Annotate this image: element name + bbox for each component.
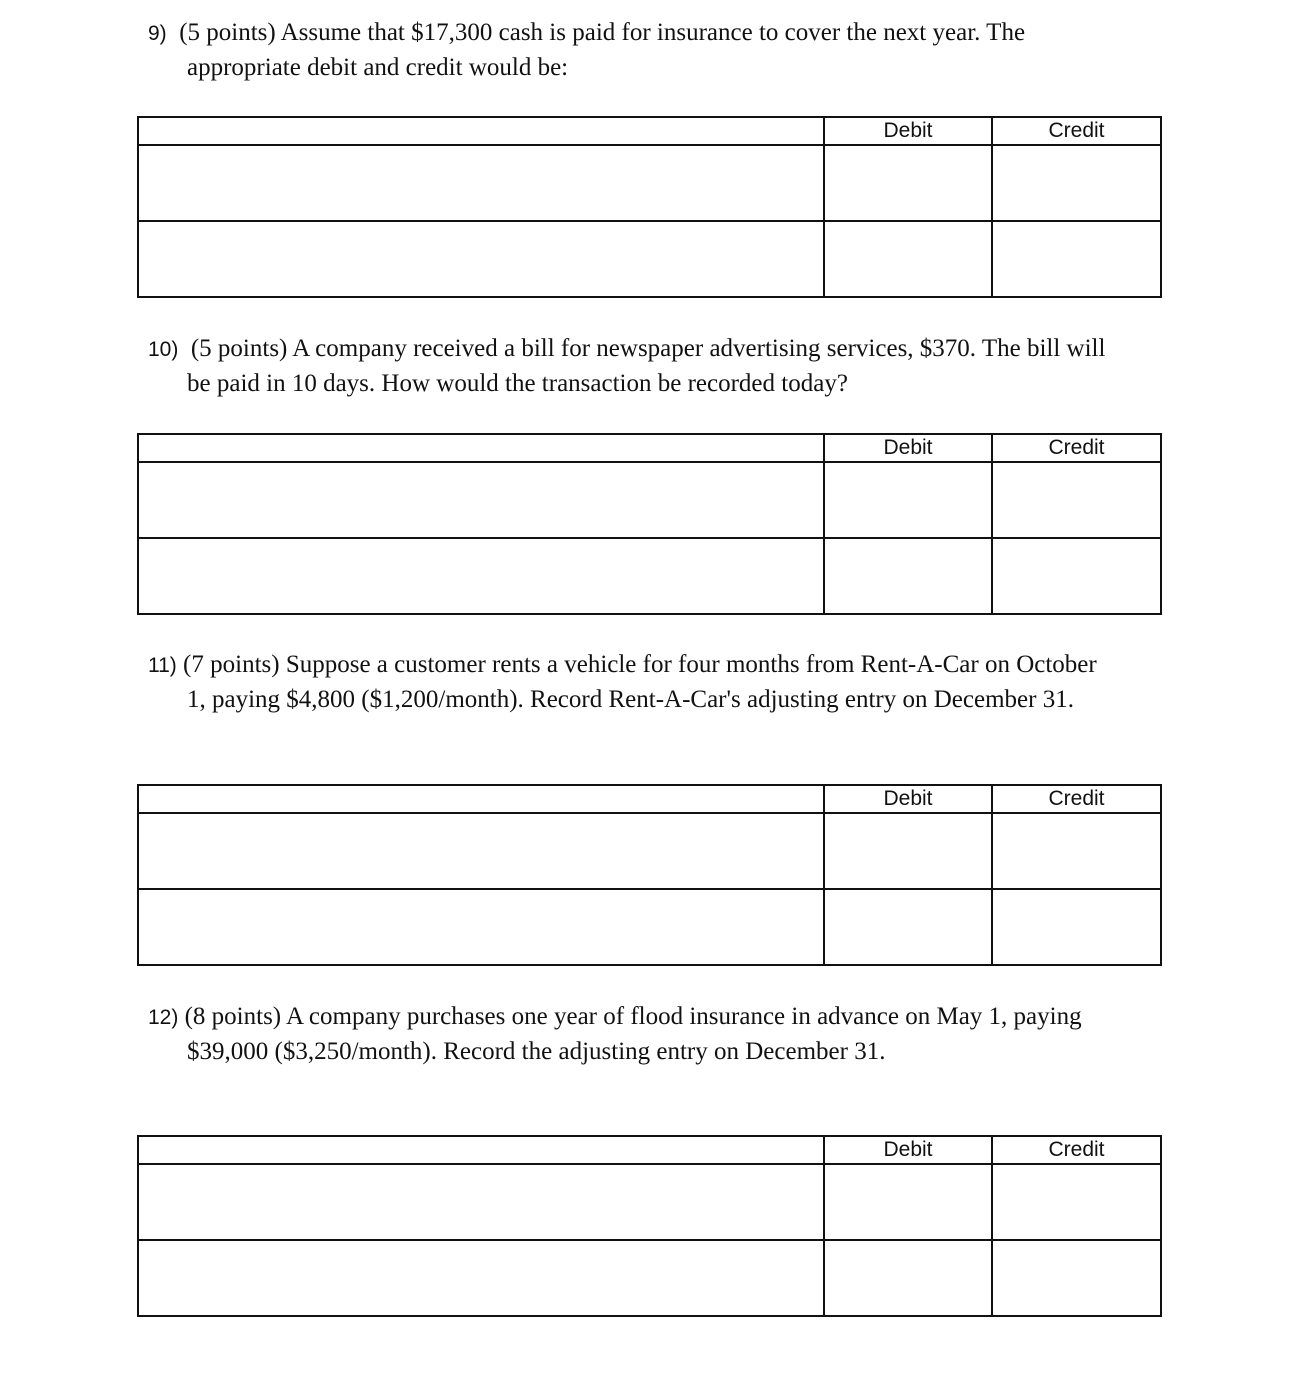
question-9-text-1: (5 points) Assume that $17,300 cash is paid for insurance to cover the next year. The bbox=[179, 19, 1026, 46]
account-header-cell bbox=[138, 434, 824, 462]
account-cell[interactable] bbox=[138, 538, 824, 614]
question-9 bbox=[148, 16, 1158, 85]
question-11-text-1: (7 points) Suppose a customer rents a vehicle for four months from Rent-A-Car on October bbox=[183, 651, 1097, 678]
debit-cell[interactable] bbox=[824, 462, 992, 538]
debit-cell[interactable] bbox=[824, 813, 992, 889]
debit-header: Debit bbox=[824, 785, 992, 813]
account-cell[interactable] bbox=[138, 1164, 824, 1240]
question-10-line-1 bbox=[148, 332, 1158, 367]
journal-entry-row bbox=[138, 813, 1161, 889]
journal-header-row bbox=[138, 1136, 1161, 1164]
journal-table-9 bbox=[137, 116, 1162, 298]
credit-cell[interactable] bbox=[992, 538, 1161, 614]
debit-cell[interactable] bbox=[824, 1240, 992, 1316]
journal-entry-row bbox=[138, 538, 1161, 614]
credit-cell[interactable] bbox=[992, 462, 1161, 538]
journal-entry-row bbox=[138, 1240, 1161, 1316]
question-10 bbox=[148, 332, 1158, 401]
credit-header: Credit bbox=[992, 785, 1161, 813]
journal-entry-row bbox=[138, 221, 1161, 297]
question-9-number: 9) bbox=[148, 22, 167, 45]
credit-cell[interactable] bbox=[992, 1164, 1161, 1240]
debit-header: Debit bbox=[824, 117, 992, 145]
journal-entry-row bbox=[138, 145, 1161, 221]
question-10-number: 10) bbox=[148, 338, 179, 361]
question-11-line-1 bbox=[148, 648, 1158, 683]
debit-header: Debit bbox=[824, 434, 992, 462]
debit-cell[interactable] bbox=[824, 1164, 992, 1240]
account-cell[interactable] bbox=[138, 889, 824, 965]
account-cell[interactable] bbox=[138, 1240, 824, 1316]
credit-cell[interactable] bbox=[992, 813, 1161, 889]
credit-header: Credit bbox=[992, 434, 1161, 462]
account-cell[interactable] bbox=[138, 462, 824, 538]
debit-cell[interactable] bbox=[824, 221, 992, 297]
question-12-text-1: (8 points) A company purchases one year of flood insurance in advance on May 1, paying bbox=[184, 1003, 1082, 1030]
question-10-text-2: be paid in 10 days. How would the transaction be recorded today? bbox=[187, 370, 848, 397]
question-12 bbox=[148, 1000, 1158, 1069]
account-header-cell bbox=[138, 785, 824, 813]
account-header-cell bbox=[138, 117, 824, 145]
credit-header: Credit bbox=[992, 117, 1161, 145]
journal-header-row bbox=[138, 785, 1161, 813]
journal-entry-row bbox=[138, 1164, 1161, 1240]
credit-header: Credit bbox=[992, 1136, 1161, 1164]
question-12-number: 12) bbox=[148, 1006, 179, 1029]
journal-table-12 bbox=[137, 1135, 1162, 1317]
account-cell[interactable] bbox=[138, 145, 824, 221]
question-11-number: 11) bbox=[148, 654, 177, 677]
credit-cell[interactable] bbox=[992, 889, 1161, 965]
debit-cell[interactable] bbox=[824, 538, 992, 614]
journal-entry-row bbox=[138, 889, 1161, 965]
question-9-text-2: appropriate debit and credit would be: bbox=[187, 54, 569, 81]
journal-entry-row bbox=[138, 462, 1161, 538]
question-12-line-1 bbox=[148, 1000, 1158, 1035]
journal-header-row bbox=[138, 434, 1161, 462]
journal-table-11 bbox=[137, 784, 1162, 966]
credit-cell[interactable] bbox=[992, 1240, 1161, 1316]
question-12-text-2: $39,000 ($3,250/month). Record the adjusting entry on December 31. bbox=[187, 1038, 886, 1065]
account-header-cell bbox=[138, 1136, 824, 1164]
credit-cell[interactable] bbox=[992, 145, 1161, 221]
credit-cell[interactable] bbox=[992, 221, 1161, 297]
debit-cell[interactable] bbox=[824, 145, 992, 221]
journal-table-10 bbox=[137, 433, 1162, 615]
question-10-text-1: (5 points) A company received a bill for newspaper advertising services, $370. The bill will bbox=[190, 335, 1106, 362]
journal-header-row bbox=[138, 117, 1161, 145]
debit-cell[interactable] bbox=[824, 889, 992, 965]
account-cell[interactable] bbox=[138, 221, 824, 297]
question-11 bbox=[148, 648, 1158, 717]
debit-header: Debit bbox=[824, 1136, 992, 1164]
question-9-line-1 bbox=[148, 16, 1158, 51]
question-11-text-2: 1, paying $4,800 ($1,200/month). Record Rent-A-Car's adjusting entry on December 31. bbox=[187, 686, 1074, 713]
account-cell[interactable] bbox=[138, 813, 824, 889]
